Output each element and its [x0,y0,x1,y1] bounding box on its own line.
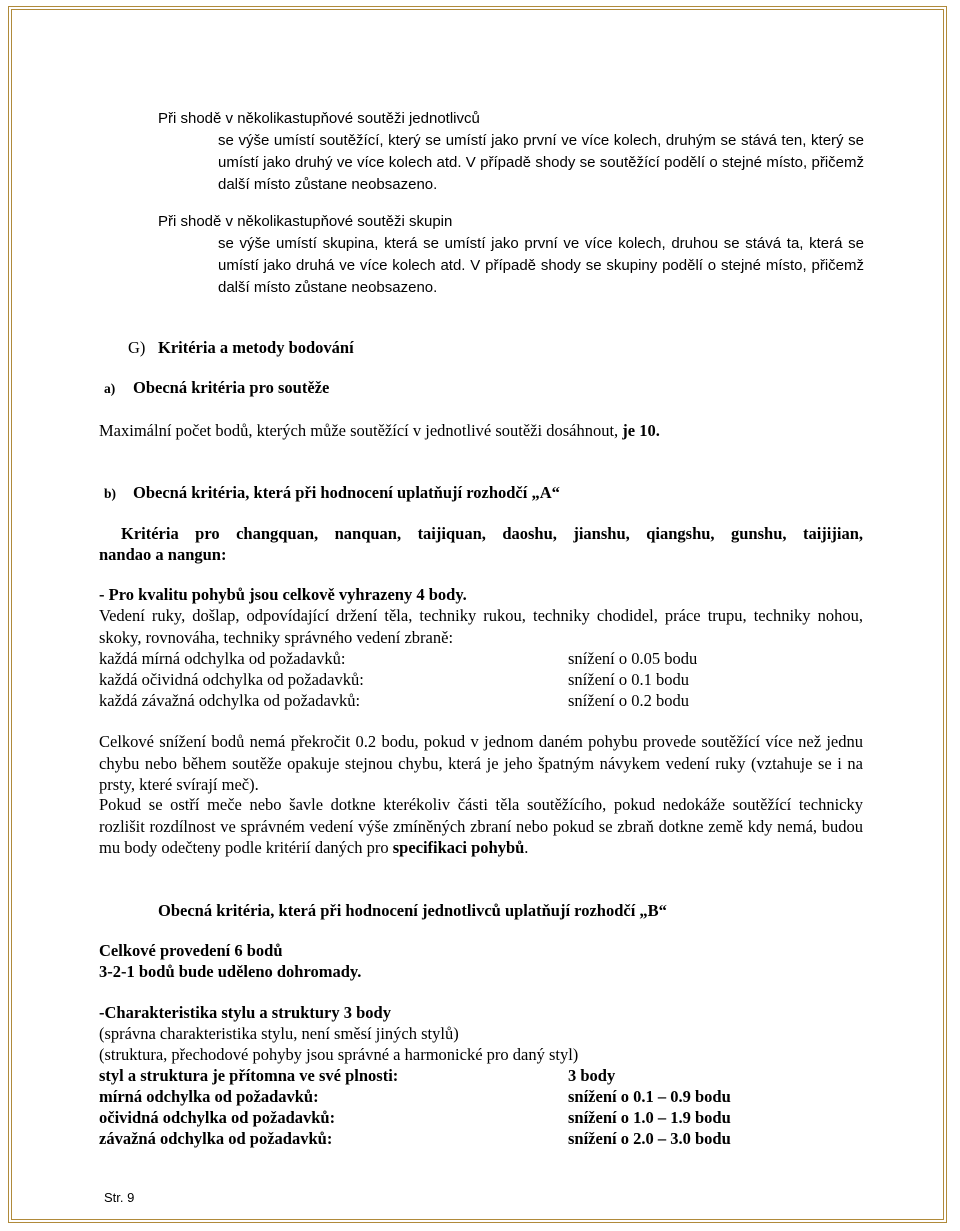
style-note-2: (struktura, přechodové pohyby jsou správné a harmonické pro daný styl) [99,1045,579,1064]
weapon-text-end: . [524,838,529,857]
deduction-value-1: snížení o 0.05 bodu [568,649,698,668]
style-row-label-3: očividná odchylka od požadavků: [99,1108,336,1127]
style-row-value-2: snížení o 0.1 – 0.9 bodu [568,1087,731,1106]
style-row-label-4: závažná odchylka od požadavků: [99,1129,333,1148]
sub-b-title: Obecná kritéria, která při hodnocení uplatňují rozhodčí „A“ [133,483,560,502]
deduction-value-3: snížení o 0.2 bodu [568,691,689,710]
deduction-label-3: každá závažná odchylka od požadavků: [99,691,361,710]
criteria-line-2: nandao a nangun: [99,545,227,564]
page-number: Str. 9 [104,1190,135,1205]
quality-heading: - Pro kvalitu pohybů jsou celkově vyhrazeny 4 body. [99,585,467,604]
style-row-label-2: mírná odchylka od požadavků: [99,1087,319,1106]
individual-tie-text: se výše umístí soutěžící, který se umístí jako první ve více kolech, druhým se stává ten, který se umístí jako druhý ve více kolech atd. V případě shody se soutěžící podělí o stejné místo, přičemž další místo zůstane neobsazeno. [218,132,864,193]
max-points-line [99,420,660,441]
style-note-1: (správna charakteristika stylu, není směsí jiných stylů) [99,1024,459,1043]
sub-a-title: Obecná kritéria pro soutěže [133,378,330,397]
style-row-label-1: styl a struktura je přítomna ve své plnosti: [99,1066,399,1085]
total-performance: Celkové provedení 6 bodů [99,941,283,960]
max-points-text: Maximální počet bodů, kterých může soutěžící v jednotlivé soutěži dosáhnout, [99,421,623,440]
criteria-line-1: Kritéria pro changquan, nanquan, taijiquan, daoshu, jianshu, qiangshu, gunshu, taijijian, [121,524,863,543]
group-tie-text: se výše umístí skupina, která se umístí jako první ve více kolech, druhou se stává ta, která se umístí jako druhá ve více kolech atd. V případě shody se skupiny podělí o stejné místo, přičemž další místo zůstane neobsazeno. [218,235,864,296]
sub-a-letter: a) [104,381,116,396]
quality-text: Vedení ruky, došlap, odpovídající držení těla, techniky rukou, techniky chodidel, práce trupu, techniky nohou, skoky, rovnováha, techniky správného vedení zbraně: [99,606,863,647]
points-awarded: 3-2-1 bodů bude uděleno dohromady. [99,962,362,981]
style-heading: -Charakteristika stylu a struktury 3 body [99,1003,391,1022]
group-tie-heading: Při shodě v několikastupňové soutěži skupin [158,213,453,230]
weapon-text [99,794,863,859]
weapon-text-bold: specifikaci pohybů [392,838,525,857]
deduction-label-1: každá mírná odchylka od požadavků: [99,649,346,668]
section-g-letter: G) [128,338,146,357]
deduction-label-2: každá očividná odchylka od požadavků: [99,670,364,689]
max-points-value: je 10. [622,421,660,440]
section-g-title: Kritéria a metody bodování [158,338,354,357]
style-row-value-1: 3 body [568,1066,616,1085]
individual-tie-heading: Při shodě v několikastupňové soutěži jednotlivců [158,110,480,127]
deduction-value-2: snížení o 0.1 bodu [568,670,689,689]
sub-b-letter: b) [104,486,117,501]
style-row-value-4: snížení o 2.0 – 3.0 bodu [568,1129,731,1148]
judge-b-title: Obecná kritéria, která při hodnocení jednotlivců uplatňují rozhodčí „B“ [158,901,667,920]
weapon-text-main: Pokud se ostří meče nebo šavle dotkne kterékoliv části těla soutěžícího, pokud nedokáže soutěžící technicky rozlišit rozdílnost ve správném vedení výše zmíněných zbraní nebo pokud se zbraň dotkne země kdy nemá, budou mu body odečteny podle kritérií daných pro [99,795,863,857]
style-row-value-3: snížení o 1.0 – 1.9 bodu [568,1108,731,1127]
total-reduction-text: Celkové snížení bodů nemá překročit 0.2 bodu, pokud v jednom daném pohybu provede soutěžící více než jednu chybu nebo během soutěže opakuje stejnou chybu, která je jeho špatným návykem vedení ruky (vztahuje se i na prsty, které svírají meč). [99,732,863,794]
